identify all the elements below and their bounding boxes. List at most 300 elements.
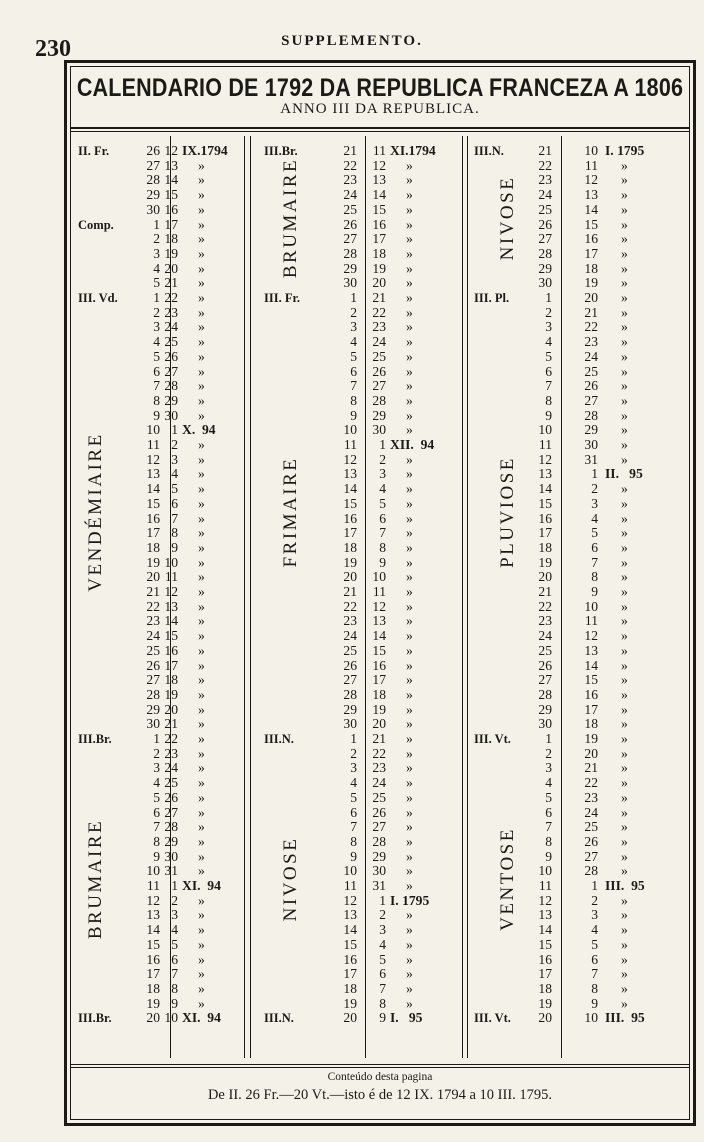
repeat-mark: » [406,863,413,879]
republican-day: 8 [545,392,552,408]
republican-day: 12 [538,451,552,467]
repeat-mark: » [406,628,413,644]
gregorian-day: 26 [164,789,178,805]
gregorian-day: 5 [171,481,178,497]
repeat-mark: » [406,157,413,173]
repeat-mark: » [621,701,628,717]
repeat-mark: » [406,584,413,599]
gregorian-day: 23 [372,760,386,776]
gregorian-day: 19 [372,260,386,276]
republican-day: 8 [350,833,357,849]
gregorian-day: 14 [372,628,386,644]
republican-day: 21 [538,143,552,158]
republican-day: 13 [343,907,357,923]
gregorian-day: 3 [171,451,178,467]
gregorian-day: 23 [164,745,178,761]
republican-day: 7 [153,378,160,394]
republican-day: 10 [146,422,160,438]
gregorian-day: 27 [584,392,598,408]
gregorian-day: 3 [171,907,178,923]
month-marker: III. Fr. [264,291,301,305]
repeat-mark: » [198,848,205,864]
repeat-mark: » [198,716,205,732]
repeat-mark: » [406,804,413,820]
repeat-mark: » [406,392,413,408]
month-label: PLUVIOSE [497,455,518,568]
repeat-mark: » [198,481,205,497]
repeat-mark: » [406,686,413,702]
repeat-mark: » [198,804,205,820]
repeat-mark: » [198,392,205,408]
gregorian-day: 8 [171,980,178,996]
republican-day: 2 [545,304,552,320]
gregorian-day: 31 [584,451,598,467]
republican-day: 6 [153,363,160,379]
republican-day: 6 [350,804,357,820]
repeat-mark: » [406,760,413,776]
republican-day: 14 [146,922,160,938]
gregorian-day: 14 [164,613,178,629]
republican-day: 1 [545,290,552,305]
republican-day: 4 [545,775,552,791]
gregorian-day: 5 [171,936,178,952]
republican-day: 26 [538,216,552,232]
republican-day: 3 [350,760,357,776]
republican-day: 4 [350,334,357,350]
republican-day: 29 [538,260,552,276]
gregorian-day: 12 [584,172,598,188]
repeat-mark: » [198,275,205,291]
republican-day: 19 [538,995,552,1011]
repeat-mark: » [621,290,628,305]
repeat-mark: » [198,833,205,849]
month-marker: III. Pl. [474,291,510,305]
gregorian-day: 28 [164,378,178,394]
gregorian-day: 27 [164,804,178,820]
repeat-mark: » [406,789,413,805]
republican-day: 9 [153,848,160,864]
republican-day: 7 [350,378,357,394]
gregorian-day: 29 [164,392,178,408]
repeat-mark: » [621,951,628,967]
repeat-mark: » [621,922,628,938]
republican-day: 13 [343,466,357,482]
gregorian-day: 28 [584,863,598,879]
repeat-mark: » [198,584,205,599]
republican-day: 17 [146,966,160,982]
gregorian-day: 23 [584,334,598,350]
repeat-mark: » [406,995,413,1011]
republican-day: 7 [545,378,552,394]
gregorian-day: 17 [372,231,386,247]
republican-day: 15 [538,495,552,511]
republican-day: 15 [146,936,160,952]
gregorian-day: 29 [372,407,386,423]
republican-day: 23 [146,613,160,629]
gregorian-day: 28 [372,392,386,408]
repeat-mark: » [198,510,205,526]
month-label: VENDÉMIAIRE [85,431,106,592]
repeat-mark: » [621,657,628,673]
republican-day: 3 [350,319,357,335]
republican-day: 13 [538,466,552,482]
gregorian-day: 4 [171,466,178,482]
republican-day: 2 [545,745,552,761]
repeat-mark: » [198,980,205,996]
gregorian-day: 28 [584,407,598,423]
republican-day: 10 [343,863,357,879]
republican-day: 25 [343,642,357,658]
repeat-mark: » [621,760,628,776]
gregorian-day: 10 [584,143,598,158]
republican-day: 22 [343,598,357,614]
republican-day: 7 [153,819,160,835]
republican-day: 21 [146,584,160,599]
gregorian-day: 21 [372,290,386,305]
gregorian-day: 8 [591,980,598,996]
gregorian-day: 24 [584,348,598,364]
repeat-mark: » [621,642,628,658]
gregorian-day: 22 [584,775,598,791]
repeat-mark: » [621,584,628,599]
gregorian-day: 26 [372,804,386,820]
republican-day: 30 [146,201,160,217]
republican-day: 18 [146,539,160,555]
gregorian-day: 9 [591,995,598,1011]
gregorian-day: 22 [164,731,178,746]
republican-day: 30 [538,275,552,291]
republican-day: 21 [343,584,357,599]
gregorian-day: 5 [379,495,386,511]
repeat-mark: » [406,716,413,732]
gregorian-day: 18 [584,260,598,276]
republican-day: 26 [146,143,160,158]
republican-day: 5 [545,348,552,364]
republican-day: 7 [545,819,552,835]
gregorian-day: 7 [171,510,178,526]
republican-day: 23 [343,172,357,188]
month-marker: III.N. [264,1011,294,1026]
repeat-mark: » [198,290,205,305]
footer-date-range: De II. 26 Fr.—20 Vt.—isto é de 12 IX. 1794 a 10 III. 1795. [207,1087,553,1103]
gregorian-day: 24 [584,804,598,820]
gregorian-day: 19 [584,275,598,291]
republican-day: 10 [538,422,552,438]
repeat-mark: » [621,966,628,982]
republican-day: 28 [538,686,552,702]
gregorian-day: 11 [584,613,598,629]
gregorian-day: 23 [372,319,386,335]
gregorian-day: 3 [379,466,386,482]
repeat-mark: » [198,995,205,1011]
repeat-mark: » [198,525,205,541]
repeat-mark: » [198,760,205,776]
month-marker: III.N. [264,732,294,746]
gregorian-day: 29 [372,848,386,864]
gregorian-day: 7 [379,525,386,541]
gregorian-day: 12 [372,598,386,614]
republican-day: 29 [146,701,160,717]
repeat-mark: » [406,187,413,203]
republican-day: 1 [350,731,357,746]
gregorian-day: 26 [584,833,598,849]
gregorian-day: 13 [584,187,598,203]
repeat-mark: » [198,495,205,511]
republican-day: 8 [350,392,357,408]
gregorian-day: 30 [584,437,598,452]
republican-day: 14 [343,922,357,938]
month-marker: III. Vd. [78,291,118,305]
republican-day: 16 [146,951,160,967]
gregorian-day: 17 [164,657,178,673]
repeat-mark: » [406,819,413,835]
republican-day: 1 [545,731,552,746]
repeat-mark: » [621,716,628,732]
repeat-mark: » [406,657,413,673]
repeat-mark: » [198,569,205,585]
gregorian-day: 8 [591,569,598,585]
republican-day: 25 [538,642,552,658]
republican-day: 24 [343,628,357,644]
repeat-mark: » [406,951,413,967]
gregorian-month: XII. 94 [390,437,435,452]
gregorian-day: 20 [372,275,386,291]
gregorian-day: 20 [164,260,178,276]
gregorian-day: 1 [379,437,386,452]
repeat-mark: » [198,789,205,805]
gregorian-day: 18 [164,672,178,688]
republican-day: 18 [538,980,552,996]
repeat-mark: » [198,907,205,923]
repeat-mark: » [621,245,628,261]
repeat-mark: » [621,481,628,497]
repeat-mark: » [406,745,413,761]
repeat-mark: » [406,966,413,982]
repeat-mark: » [621,686,628,702]
repeat-mark: » [406,525,413,541]
repeat-mark: » [621,819,628,835]
republican-day: 15 [146,495,160,511]
republican-day: 23 [538,172,552,188]
republican-day: 19 [538,554,552,570]
gregorian-day: 24 [372,775,386,791]
repeat-mark: » [621,319,628,335]
repeat-mark: » [621,789,628,805]
gregorian-day: 7 [171,966,178,982]
gregorian-day: 13 [584,642,598,658]
gregorian-day: 4 [171,922,178,938]
gregorian-day: 21 [372,731,386,746]
repeat-mark: » [621,437,628,452]
republican-day: 8 [153,392,160,408]
republican-day: 26 [538,657,552,673]
republican-day: 6 [153,804,160,820]
footer-rule [70,1064,690,1065]
repeat-mark: » [198,613,205,629]
gregorian-day: 12 [164,584,178,599]
gregorian-day: 30 [372,863,386,879]
repeat-mark: » [621,510,628,526]
column-rule [250,136,251,1058]
gregorian-day: 26 [584,378,598,394]
repeat-mark: » [621,848,628,864]
republican-day: 18 [146,980,160,996]
gregorian-day: 29 [584,422,598,438]
gregorian-month: II. 95 [605,466,643,482]
gregorian-month: IX.1794 [182,143,228,158]
republican-day: 15 [343,495,357,511]
repeat-mark: » [198,863,205,879]
gregorian-day: 24 [164,319,178,335]
republican-day: 9 [545,407,552,423]
republican-day: 24 [343,187,357,203]
gregorian-day: 25 [584,819,598,835]
gregorian-day: 10 [372,569,386,585]
repeat-mark: » [621,863,628,879]
gregorian-day: 25 [372,348,386,364]
gregorian-day: 29 [164,833,178,849]
republican-day: 27 [538,672,552,688]
republican-day: 3 [153,319,160,335]
repeat-mark: » [198,745,205,761]
repeat-mark: » [406,936,413,952]
repeat-mark: » [198,598,205,614]
repeat-mark: » [198,731,205,746]
republican-day: 28 [146,686,160,702]
gregorian-day: 2 [591,481,598,497]
repeat-mark: » [621,495,628,511]
republican-day: 6 [545,804,552,820]
gregorian-day: 3 [591,907,598,923]
gregorian-day: 10 [164,1010,178,1026]
gregorian-day: 27 [164,363,178,379]
republican-day: 12 [538,892,552,908]
gregorian-day: 20 [164,701,178,717]
republican-day: 26 [146,657,160,673]
repeat-mark: » [406,407,413,423]
repeat-mark: » [406,731,413,746]
republican-day: 22 [538,598,552,614]
republican-day: 23 [343,613,357,629]
republican-day: 17 [343,525,357,541]
republican-day: 28 [343,245,357,261]
gregorian-day: 6 [591,951,598,967]
republican-day: 16 [343,510,357,526]
gregorian-day: 10 [584,598,598,614]
gregorian-day: 31 [372,878,386,893]
gregorian-day: 26 [164,348,178,364]
republican-day: 1 [153,731,160,746]
footer-caption: Conteúdo desta pagina [327,1071,433,1083]
repeat-mark: » [621,804,628,820]
repeat-mark: » [406,466,413,482]
gregorian-day: 17 [584,701,598,717]
gregorian-month: I. 1795 [605,143,645,158]
republican-day: 7 [350,819,357,835]
repeat-mark: » [621,775,628,791]
republican-day: 30 [146,716,160,732]
republican-day: 20 [146,1010,160,1026]
republican-day: 1 [350,290,357,305]
gregorian-day: 15 [164,628,178,644]
gregorian-day: 4 [591,510,598,526]
republican-day: 14 [343,481,357,497]
republican-day: 13 [146,907,160,923]
republican-day: 14 [538,922,552,938]
repeat-mark: » [198,819,205,835]
repeat-mark: » [198,216,205,232]
repeat-mark: » [621,334,628,350]
gregorian-day: 10 [164,554,178,570]
repeat-mark: » [406,216,413,232]
month-marker: II. Fr. [78,144,110,158]
republican-day: 13 [146,466,160,482]
gregorian-day: 21 [584,304,598,320]
republican-day: 18 [538,539,552,555]
gregorian-month: X. 94 [182,422,216,438]
republican-day: 2 [153,231,160,247]
republican-day: 2 [350,745,357,761]
republican-day: 3 [545,319,552,335]
republican-day: 12 [146,892,160,908]
repeat-mark: » [406,922,413,938]
gregorian-day: 2 [591,892,598,908]
gregorian-day: 15 [164,187,178,203]
repeat-mark: » [406,275,413,291]
republican-day: 29 [146,187,160,203]
republican-day: 4 [545,334,552,350]
republican-day: 20 [343,1010,357,1026]
republican-day: 19 [146,995,160,1011]
gregorian-day: 20 [372,716,386,732]
repeat-mark: » [198,348,205,364]
gregorian-month: I. 95 [390,1010,423,1026]
gregorian-day: 2 [379,907,386,923]
repeat-mark: » [198,172,205,188]
republican-day: 8 [545,833,552,849]
gregorian-day: 28 [164,819,178,835]
repeat-mark: » [198,554,205,570]
gregorian-day: 13 [372,172,386,188]
month-marker: III. Vt. [474,1011,511,1026]
republican-day: 10 [538,863,552,879]
repeat-mark: » [198,775,205,791]
gregorian-day: 18 [372,686,386,702]
month-label: NIVOSE [280,836,301,922]
republican-day: 10 [343,422,357,438]
republican-day: 15 [538,936,552,952]
repeat-mark: » [198,231,205,247]
gregorian-day: 22 [584,319,598,335]
repeat-mark: » [406,451,413,467]
repeat-mark: » [198,686,205,702]
gregorian-day: 22 [372,304,386,320]
gregorian-day: 13 [164,157,178,173]
gregorian-day: 18 [164,231,178,247]
repeat-mark: » [621,407,628,423]
gregorian-day: 30 [164,848,178,864]
republican-day: 18 [343,980,357,996]
gregorian-month: I. 1795 [390,892,430,908]
gregorian-day: 4 [379,481,386,497]
gregorian-day: 2 [171,892,178,908]
repeat-mark: » [198,260,205,276]
republican-day: 15 [343,936,357,952]
repeat-mark: » [406,231,413,247]
repeat-mark: » [406,260,413,276]
republican-day: 14 [538,481,552,497]
gregorian-day: 12 [372,157,386,173]
